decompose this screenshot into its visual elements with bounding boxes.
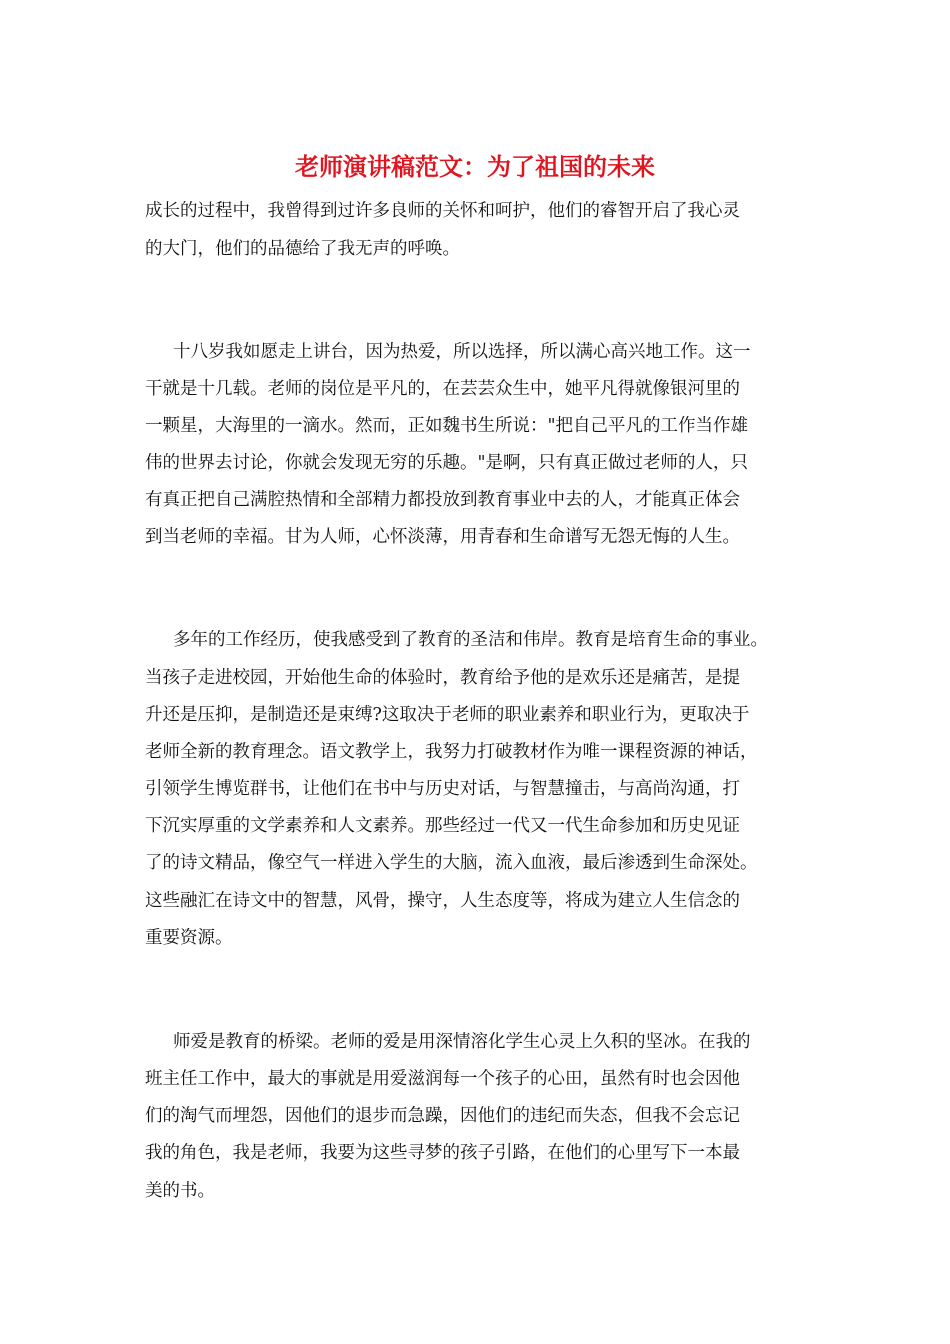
paragraph-3-line-6: 下沉实厚重的文学素养和人文素养。那些经过一代又一代生命参加和历史见证 <box>145 816 740 836</box>
paragraph-3-line-5: 引领学生博览群书，让他们在书中与历史对话，与智慧撞击，与高尚沟通，打 <box>145 779 740 799</box>
paragraph-2-line-6: 到当老师的幸福。甘为人师，心怀淡薄，用青春和生命谱写无怨无悔的人生。 <box>145 527 740 547</box>
document-title: 老师演讲稿范文：为了祖国的未来 <box>295 153 655 181</box>
paragraph-3-line-8: 这些融汇在诗文中的智慧，风骨，操守，人生态度等，将成为建立人生信念的 <box>145 891 740 911</box>
paragraph-4-line-2: 班主任工作中，最大的事就是用爱滋润每一个孩子的心田，虽然有时也会因他 <box>145 1069 740 1089</box>
paragraph-2-line-4: 伟的世界去讨论，你就会发现无穷的乐趣。"是啊，只有真正做过老师的人，只 <box>145 453 749 473</box>
paragraph-2-line-1: 十八岁我如愿走上讲台，因为热爱，所以选择，所以满心高兴地工作。这一 <box>173 342 751 362</box>
paragraph-4-line-4: 我的角色，我是老师，我要为这些寻梦的孩子引路，在他们的心里写下一本最 <box>145 1143 740 1163</box>
paragraph-3-line-9: 重要资源。 <box>145 928 233 948</box>
paragraph-4-line-1: 师爱是教育的桥梁。老师的爱是用深情溶化学生心灵上久积的坚冰。在我的 <box>173 1032 751 1052</box>
paragraph-3-line-3: 升还是压抑，是制造还是束缚?这取决于老师的职业素养和职业行为，更取决于 <box>145 705 750 725</box>
paragraph-2-line-2: 干就是十几载。老师的岗位是平凡的，在芸芸众生中，她平凡得就像银河里的 <box>145 379 740 399</box>
paragraph-3-line-4: 老师全新的教育理念。语文教学上，我努力打破教材作为唯一课程资源的神话， <box>145 742 758 762</box>
paragraph-2-line-3: 一颗星，大海里的一滴水。然而，正如魏书生所说："把自己平凡的工作当作雄 <box>145 416 749 436</box>
paragraph-4-line-3: 们的淘气而埋怨，因他们的退步而急躁，因他们的违纪而失态，但我不会忘记 <box>145 1106 740 1126</box>
paragraph-4-line-5: 美的书。 <box>145 1181 215 1201</box>
paragraph-3-line-7: 了的诗文精品，像空气一样进入学生的大脑，流入血液，最后渗透到生命深处。 <box>145 853 758 873</box>
paragraph-3-line-2: 当孩子走进校园，开始他生命的体验时，教育给予他的是欢乐还是痛苦，是提 <box>145 668 740 688</box>
paragraph-2-line-5: 有真正把自己满腔热情和全部精力都投放到教育事业中去的人，才能真正体会 <box>145 490 740 510</box>
paragraph-3-line-1: 多年的工作经历，使我感受到了教育的圣洁和伟岸。教育是培育生命的事业。 <box>173 630 768 650</box>
paragraph-1-line-2: 的大门，他们的品德给了我无声的呼唤。 <box>145 239 460 259</box>
paragraph-1-line-1: 成长的过程中，我曾得到过许多良师的关怀和呵护，他们的睿智开启了我心灵 <box>145 201 740 221</box>
